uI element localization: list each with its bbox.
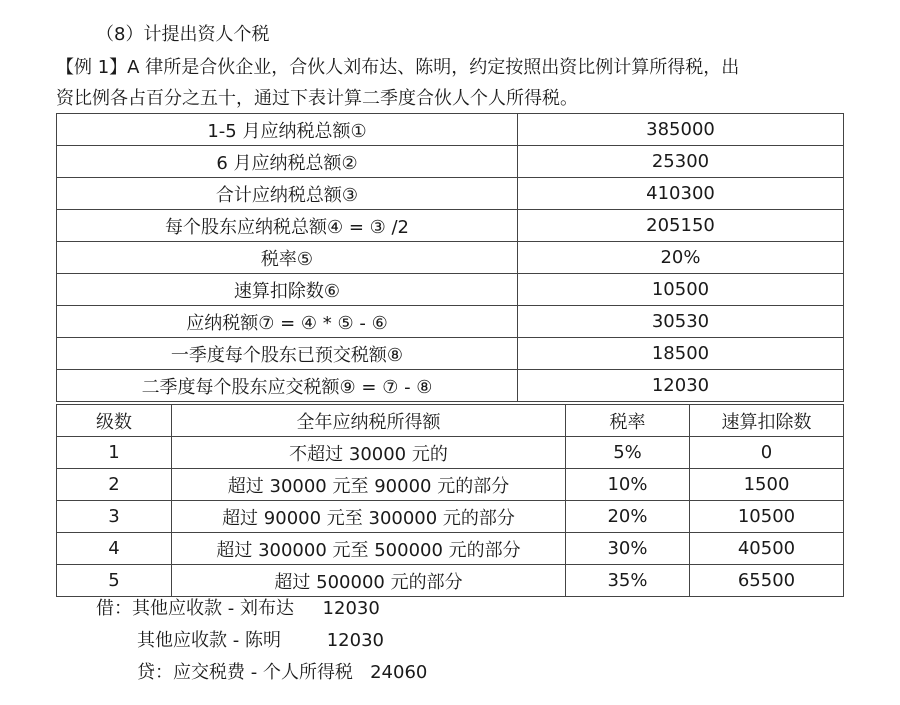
column-header: 全年应纳税所得额 bbox=[172, 405, 566, 437]
calc-label: 每个股东应纳税总额④ = ③ /2 bbox=[57, 210, 518, 242]
level-cell: 3 bbox=[57, 501, 172, 533]
calc-value: 25300 bbox=[518, 146, 844, 178]
table-header-row bbox=[57, 405, 844, 437]
range-cell: 超过 300000 元至 500000 元的部分 bbox=[172, 533, 566, 565]
range-cell: 超过 30000 元至 90000 元的部分 bbox=[172, 469, 566, 501]
calc-value: 410300 bbox=[518, 178, 844, 210]
table-row bbox=[57, 370, 844, 402]
rate-cell: 20% bbox=[566, 501, 690, 533]
journal-debit-2: 其他应收款 - 陈明 12030 bbox=[137, 630, 384, 651]
range-cell: 不超过 30000 元的 bbox=[172, 437, 566, 469]
column-header: 税率 bbox=[566, 405, 690, 437]
table-row bbox=[57, 114, 844, 146]
table-row bbox=[57, 565, 844, 597]
deduction-cell: 10500 bbox=[690, 501, 844, 533]
section-heading: （8）计提出资人个税 bbox=[96, 24, 270, 45]
calc-label: 6 月应纳税总额② bbox=[57, 146, 518, 178]
table-row bbox=[57, 242, 844, 274]
table-row bbox=[57, 306, 844, 338]
level-cell: 4 bbox=[57, 533, 172, 565]
table-row bbox=[57, 146, 844, 178]
calc-value: 385000 bbox=[518, 114, 844, 146]
calc-label: 二季度每个股东应交税额⑨ = ⑦ - ⑧ bbox=[57, 370, 518, 402]
rate-cell: 30% bbox=[566, 533, 690, 565]
tax-rate-table bbox=[56, 404, 844, 597]
range-cell: 超过 90000 元至 300000 元的部分 bbox=[172, 501, 566, 533]
table-row bbox=[57, 437, 844, 469]
calc-value: 10500 bbox=[518, 274, 844, 306]
rate-cell: 5% bbox=[566, 437, 690, 469]
calc-value: 205150 bbox=[518, 210, 844, 242]
calc-value: 12030 bbox=[518, 370, 844, 402]
deduction-cell: 65500 bbox=[690, 565, 844, 597]
calc-label: 合计应纳税总额③ bbox=[57, 178, 518, 210]
calc-label: 税率⑤ bbox=[57, 242, 518, 274]
calc-label: 1-5 月应纳税总额① bbox=[57, 114, 518, 146]
deduction-cell: 1500 bbox=[690, 469, 844, 501]
level-cell: 2 bbox=[57, 469, 172, 501]
journal-credit: 贷：应交税费 - 个人所得税 24060 bbox=[137, 662, 428, 683]
table-row bbox=[57, 210, 844, 242]
calc-label: 应纳税额⑦ = ④ * ⑤ - ⑥ bbox=[57, 306, 518, 338]
deduction-cell: 40500 bbox=[690, 533, 844, 565]
table-row bbox=[57, 469, 844, 501]
journal-debit-1: 借：其他应收款 - 刘布达 12030 bbox=[96, 598, 380, 619]
intro-line-2: 资比例各占百分之五十，通过下表计算二季度合伙人个人所得税。 bbox=[56, 88, 578, 109]
table-row bbox=[57, 533, 844, 565]
intro-line-1: 【例 1】A 律所是合伙企业，合伙人刘布达、陈明，约定按照出资比例计算所得税，出 bbox=[56, 57, 740, 78]
rate-cell: 10% bbox=[566, 469, 690, 501]
range-cell: 超过 500000 元的部分 bbox=[172, 565, 566, 597]
rate-cell: 35% bbox=[566, 565, 690, 597]
calc-value: 30530 bbox=[518, 306, 844, 338]
calc-value: 20% bbox=[518, 242, 844, 274]
level-cell: 5 bbox=[57, 565, 172, 597]
calc-label: 速算扣除数⑥ bbox=[57, 274, 518, 306]
table-row bbox=[57, 178, 844, 210]
column-header: 速算扣除数 bbox=[690, 405, 844, 437]
calc-label: 一季度每个股东已预交税额⑧ bbox=[57, 338, 518, 370]
table-row bbox=[57, 274, 844, 306]
calc-value: 18500 bbox=[518, 338, 844, 370]
level-cell: 1 bbox=[57, 437, 172, 469]
table-row bbox=[57, 338, 844, 370]
tax-calculation-table bbox=[56, 113, 844, 402]
table-row bbox=[57, 501, 844, 533]
column-header: 级数 bbox=[57, 405, 172, 437]
deduction-cell: 0 bbox=[690, 437, 844, 469]
